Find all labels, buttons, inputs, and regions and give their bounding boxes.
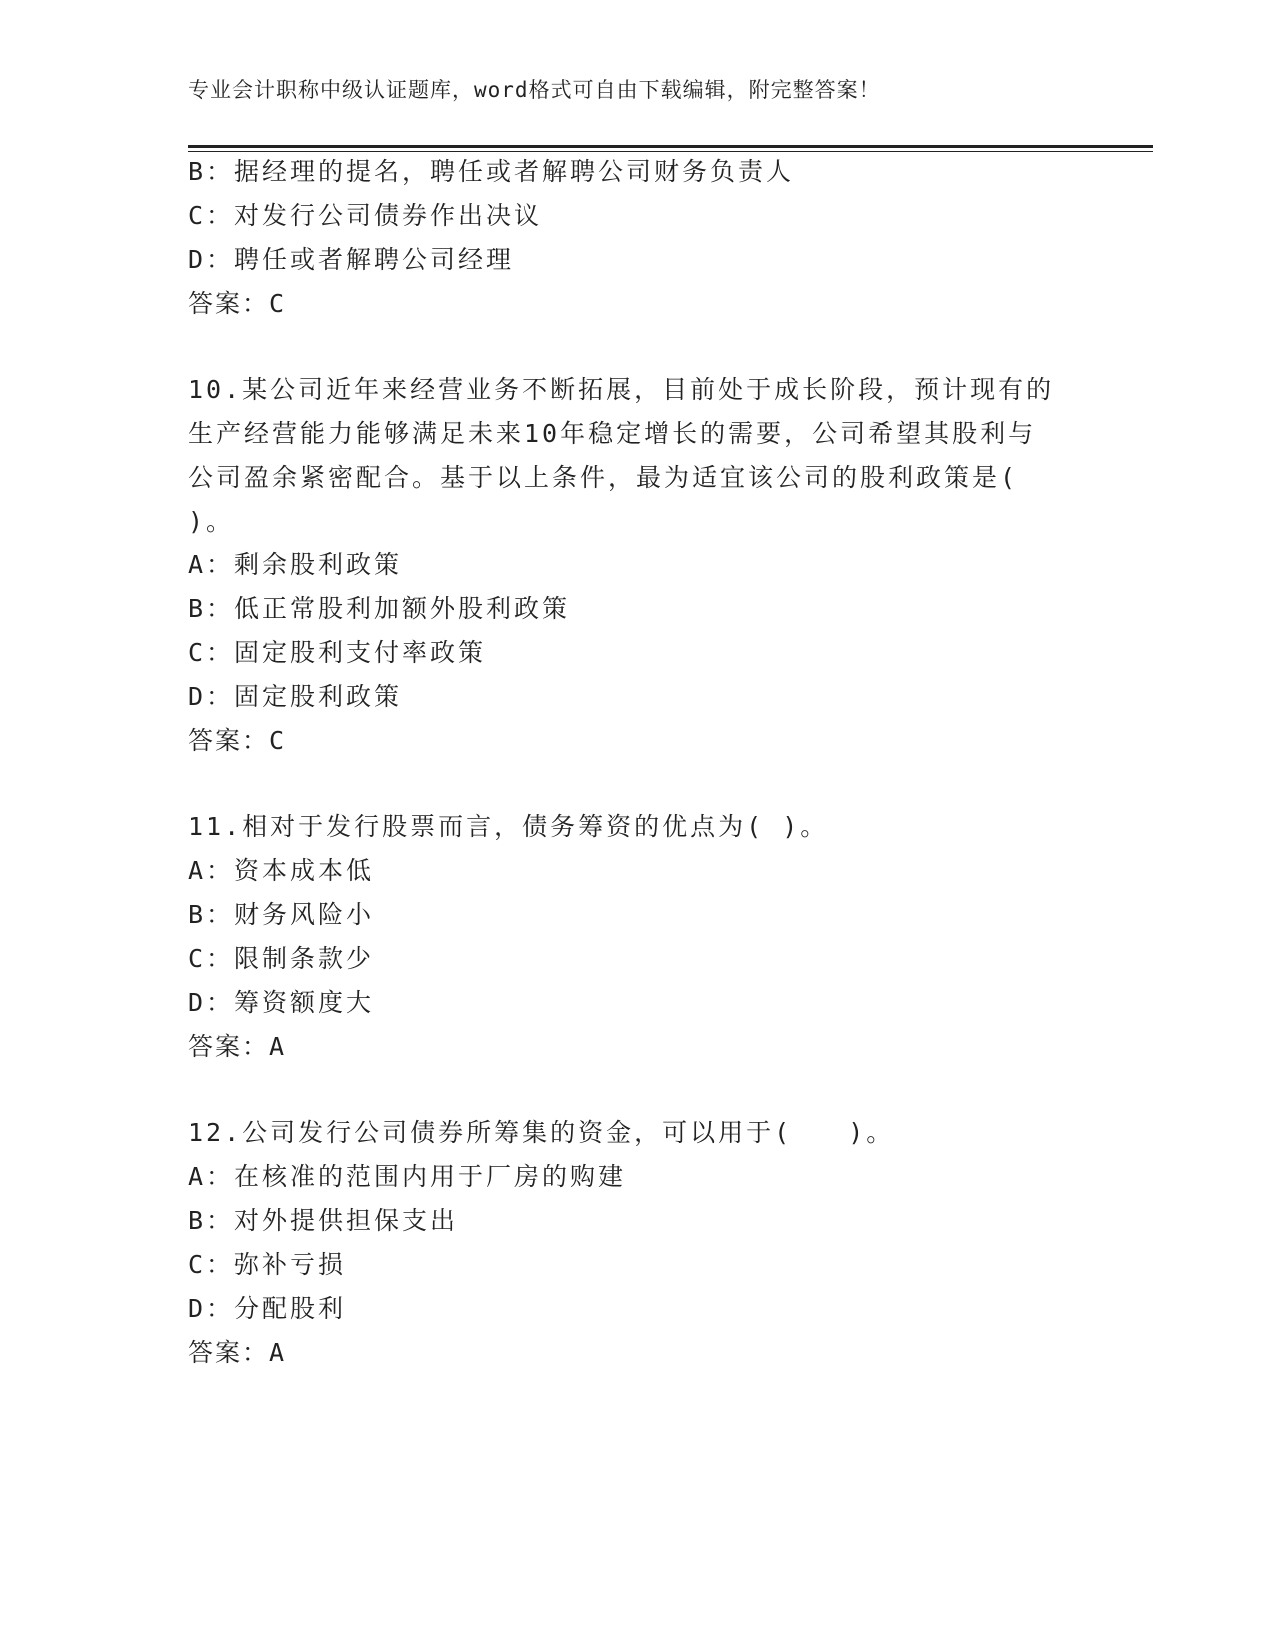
- question-stem-line: 10.某公司近年来经营业务不断拓展，目前处于成长阶段，预计现有的: [188, 375, 1055, 404]
- question-stem-line: 生产经营能力能够满足未来10年稳定增长的需要，公司希望其股利与: [188, 419, 1037, 448]
- header-rule-thick: [188, 145, 1153, 148]
- option-d: D：分配股利: [188, 1294, 347, 1323]
- answer-label: 答案：: [188, 289, 270, 318]
- option-b: B：对外提供担保支出: [188, 1206, 459, 1235]
- answer-label: 答案：: [188, 1338, 270, 1367]
- answer-label: 答案：: [188, 1032, 270, 1061]
- option-b: B：据经理的提名，聘任或者解聘公司财务负责人: [188, 157, 795, 186]
- answer-value: C: [269, 289, 287, 318]
- header-rule-thin: [188, 151, 1153, 152]
- answer-value: A: [269, 1338, 287, 1367]
- option-a: A：资本成本低: [188, 856, 375, 885]
- answer: [188, 287, 286, 321]
- answer-value: C: [269, 726, 287, 755]
- answer: [188, 1336, 286, 1370]
- question-stem-line: 公司盈余紧密配合。基于以上条件，最为适宜该公司的股利政策是(: [188, 463, 1019, 492]
- page-header: 专业会计职称中级认证题库，word格式可自由下载编辑，附完整答案！: [188, 78, 881, 102]
- answer: [188, 1030, 286, 1064]
- answer-value: A: [269, 1032, 287, 1061]
- option-a: A：剩余股利政策: [188, 550, 403, 579]
- option-d: D：固定股利政策: [188, 682, 403, 711]
- question-stem-line: )。: [188, 507, 235, 536]
- option-d: D：聘任或者解聘公司经理: [188, 245, 515, 274]
- option-a: A：在核准的范围内用于厂房的购建: [188, 1162, 627, 1191]
- option-b: B：财务风险小: [188, 900, 375, 929]
- option-c: C：对发行公司债券作出决议: [188, 201, 543, 230]
- option-d: D：筹资额度大: [188, 988, 375, 1017]
- option-b: B：低正常股利加额外股利政策: [188, 594, 571, 623]
- question-stem: 11.相对于发行股票而言，债务筹资的优点为( )。: [188, 812, 829, 841]
- option-c: C：限制条款少: [188, 944, 375, 973]
- option-c: C：弥补亏损: [188, 1250, 347, 1279]
- answer-label: 答案：: [188, 726, 270, 755]
- question-stem: 12.公司发行公司债券所筹集的资金，可以用于( )。: [188, 1118, 895, 1147]
- option-c: C：固定股利支付率政策: [188, 638, 487, 667]
- answer: [188, 724, 286, 758]
